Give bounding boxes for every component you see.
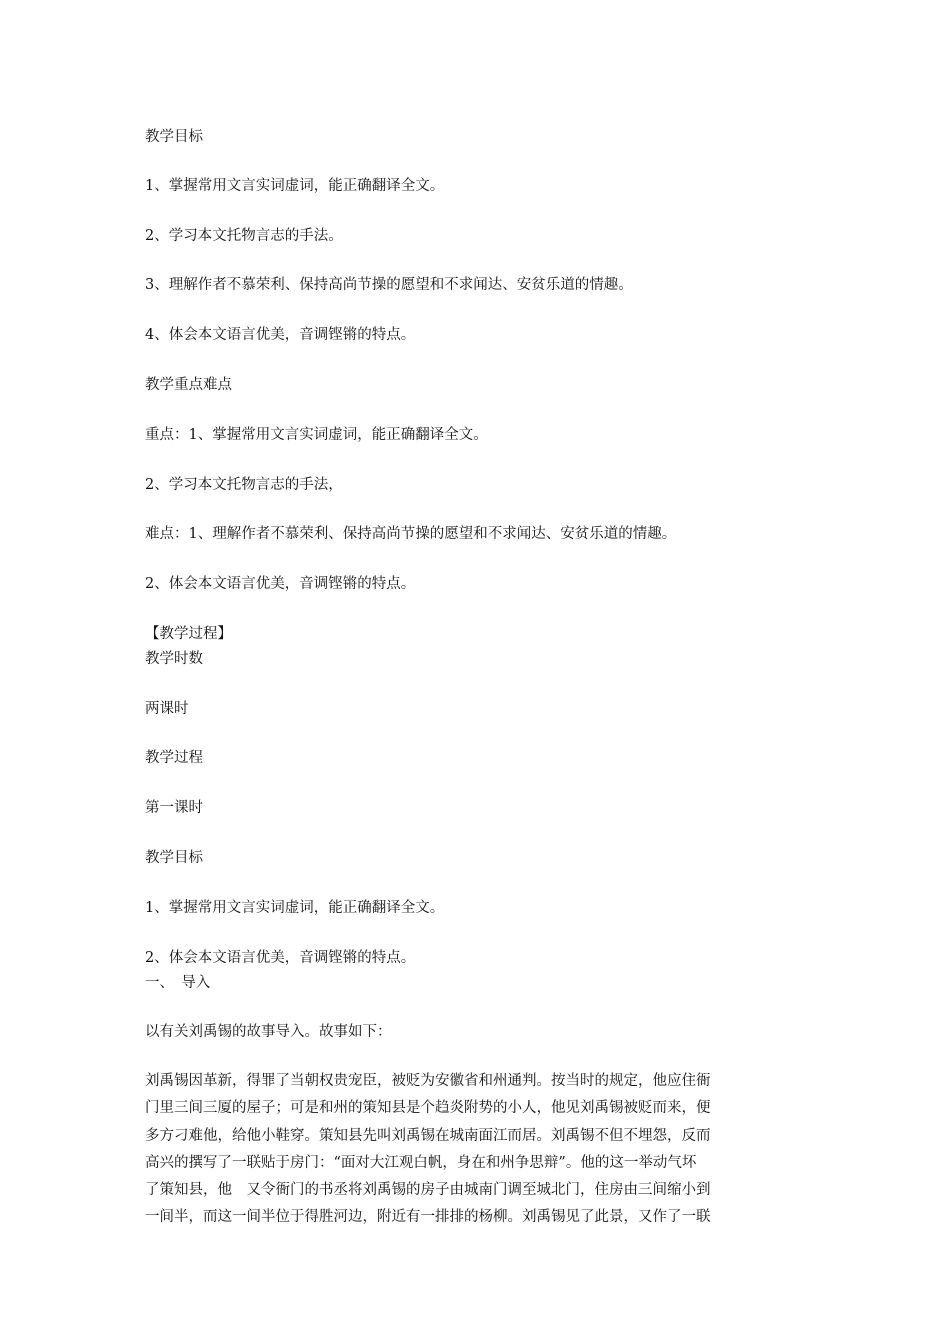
- story-line: 一间半，而这一间半位于得胜河边，附近有一排排的杨柳。刘禹锡见了此景，又作了一联: [145, 1209, 711, 1226]
- story-line: 了策知县，他 又令衙门的书丞将刘禹锡的房子由城南门调至城北门，住房由三间缩小到: [145, 1182, 711, 1199]
- heading-lesson-goals: 教学目标: [145, 850, 203, 866]
- story-line: 刘禹锡因革新，得罪了当朝权贵宠臣，被贬为安徽省和州通判。按当时的规定，他应住衙: [145, 1073, 711, 1089]
- story-paragraph: [145, 1068, 810, 1232]
- heading-teaching-goals: 教学目标: [145, 129, 203, 145]
- story-line: 高兴的撰写了一联贴于房门：“面对大江观白帆，身在和州争思辩”。他的这一举动气坏: [145, 1154, 697, 1171]
- goal-item-4: 4、体会本文语言优美，音调铿锵的特点。: [145, 327, 416, 343]
- difficulty-1: 难点：1、理解作者不慕荣利、保持高尚节操的愿望和不求闻达、安贫乐道的情趣。: [145, 526, 677, 542]
- class-hours-value: 两课时: [145, 701, 189, 717]
- story-line: 门里三间三厦的屋子；可是和州的策知县是个趋炎附势的小人，他见刘禹锡被贬而来，便: [145, 1100, 711, 1117]
- story-line: 多方刁难他，给他小鞋穿。策知县先叫刘禹锡在城南面江而居。刘禹锡不但不埋怨，反而: [145, 1127, 711, 1144]
- heading-process: 教学过程: [145, 750, 203, 766]
- heading-teaching-process: 【教学过程】: [145, 626, 232, 642]
- heading-first-lesson: 第一课时: [145, 800, 203, 816]
- lesson-goal-1: 1、掌握常用文言实词虚词，能正确翻译全文。: [145, 900, 445, 916]
- lesson-goal-2: 2、体会本文语言优美，音调铿锵的特点。: [145, 950, 416, 966]
- intro-text: 以有关刘禹锡的故事导入。故事如下：: [145, 1024, 392, 1040]
- goal-item-1: 1、掌握常用文言实词虚词，能正确翻译全文。: [145, 178, 445, 194]
- goal-item-3: 3、理解作者不慕荣利、保持高尚节操的愿望和不求闻达、安贫乐道的情趣。: [145, 277, 633, 293]
- section-introduction: 一、 导入: [145, 975, 211, 991]
- heading-key-points: 教学重点难点: [145, 377, 232, 393]
- heading-class-hours: 教学时数: [145, 651, 203, 667]
- goal-item-2: 2、学习本文托物言志的手法。: [145, 228, 343, 244]
- difficulty-2: 2、体会本文语言优美，音调铿锵的特点。: [145, 576, 416, 592]
- key-point-2: 2、学习本文托物言志的手法，: [145, 477, 343, 493]
- key-point-1: 重点：1、掌握常用文言实词虚词，能正确翻译全文。: [145, 427, 488, 443]
